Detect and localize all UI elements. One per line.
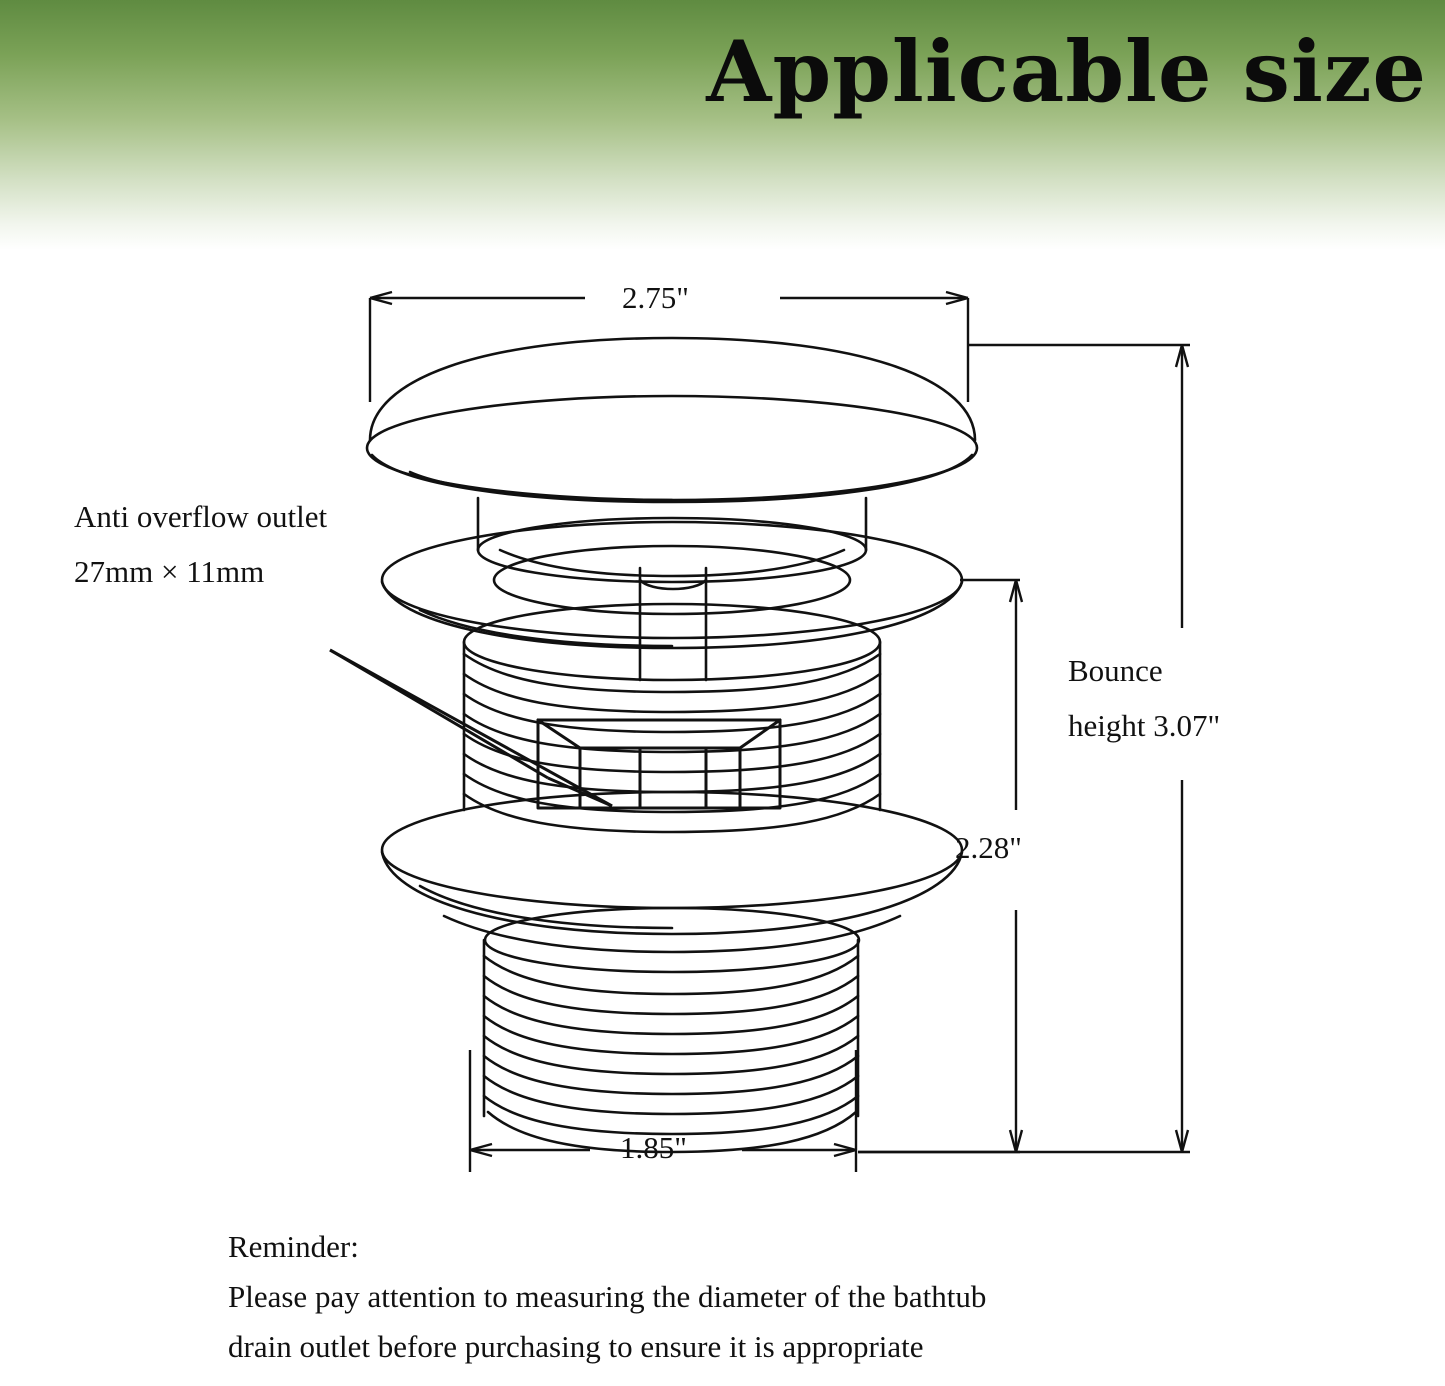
threaded-shank-lower: [484, 908, 859, 1152]
anti-overflow-label-line2: 27mm × 11mm: [74, 554, 265, 589]
page-title: Applicable size: [706, 22, 1427, 121]
reminder-line-2: drain outlet before purchasing to ensure it is appropriate: [228, 1329, 924, 1365]
reminder-block: [228, 1222, 1408, 1373]
upper-flange: [382, 522, 962, 648]
dimension-label-cap-diameter: 2.75": [622, 280, 689, 315]
dimension-body-height: [858, 580, 1022, 1152]
center-stem: [640, 568, 706, 680]
anti-overflow-label-line1: Anti overflow outlet: [74, 499, 328, 534]
reminder-heading: Reminder:: [228, 1229, 359, 1264]
product-line-drawing: [0, 250, 1445, 1220]
bounce-height-label-line2: height 3.07": [1068, 708, 1221, 743]
bounce-height-label-line1: Bounce: [1068, 653, 1163, 688]
dimension-label-body-height: 2.28": [955, 830, 1022, 865]
cap-neck: [478, 498, 866, 582]
cap-dome: [367, 338, 977, 502]
dimension-label-thread-diameter: 1.85": [620, 1130, 687, 1165]
reminder-line-1: Please pay attention to measuring the diameter of the bathtub: [228, 1279, 987, 1315]
lower-flange: [382, 792, 962, 952]
